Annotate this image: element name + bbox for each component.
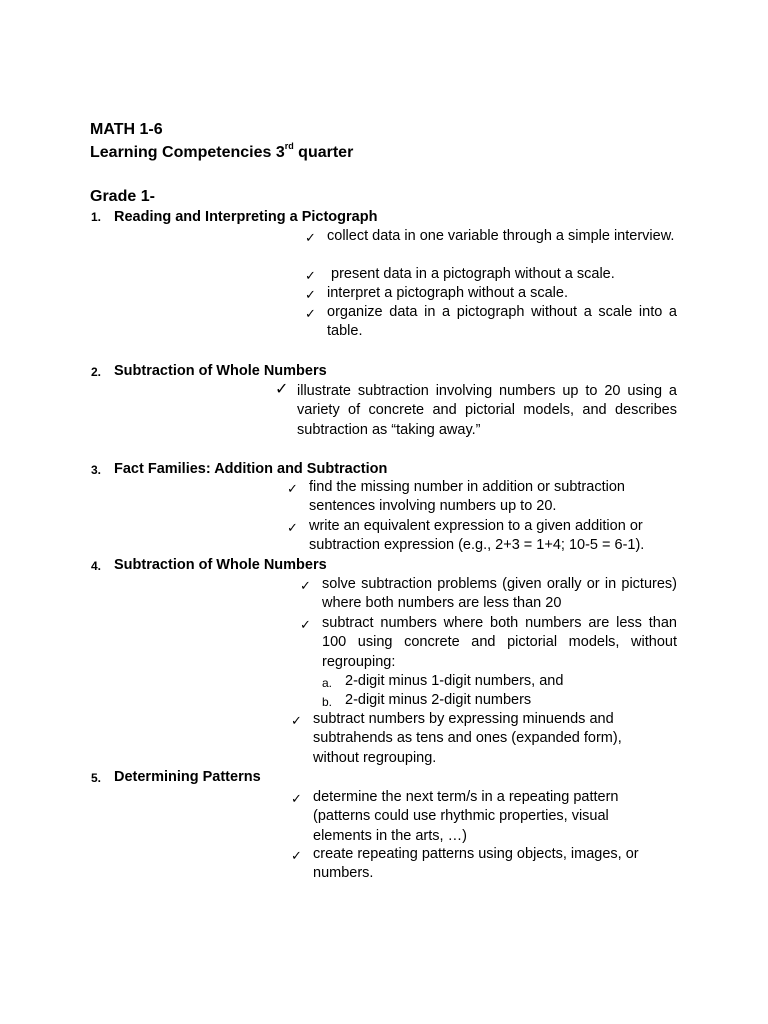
checkmark-icon: ✓ [291,848,302,863]
section-title: Subtraction of Whole Numbers [114,363,327,379]
subtitle-superscript: rd [284,140,294,151]
checkmark-icon: ✓ [275,381,289,398]
competency-item: illustrate subtraction involving numbers up to 20 using a variety of concrete and pictorial models, and describes subtraction as “taking away.” [297,383,677,438]
checkmark-icon: ✓ [300,617,311,632]
competency-item: solve subtraction problems (given orally or in pictures) where both numbers are less than 20 [322,576,677,612]
checkmark-icon: ✓ [287,520,298,535]
competency-item: subtract numbers by expressing minuends and subtrahends as tens and ones (expanded form), without regrouping. [313,711,622,766]
section-number: 5. [91,771,102,785]
section-number: 3. [91,463,102,477]
checkmark-icon: ✓ [305,230,316,245]
competency-item: determine the next term/s in a repeating pattern (patterns could use rhythmic properties, visual elements in the arts, …) [313,789,619,844]
section-number: 4. [91,559,102,573]
subtitle-end: quarter [293,144,354,161]
checkmark-icon: ✓ [287,481,298,496]
checkmark-icon: ✓ [291,713,302,728]
section-number: 1. [91,210,102,224]
checkmark-icon: ✓ [291,791,302,806]
section-title: Determining Patterns [114,769,261,785]
checkmark-icon: ✓ [300,578,311,593]
competency-item: present data in a pictograph without a scale. [327,266,615,282]
checkmark-icon: ✓ [305,268,316,283]
competency-item: create repeating patterns using objects, images, or numbers. [313,846,639,882]
competency-item: collect data in one variable through a simple interview. [327,228,675,244]
sub-item-letter: a. [322,676,333,690]
checkmark-icon: ✓ [305,287,316,302]
section-title: Fact Families: Addition and Subtraction [114,461,388,477]
checkmark-icon: ✓ [305,306,316,321]
competency-item: interpret a pictograph without a scale. [327,285,568,301]
competency-item: find the missing number in addition or subtraction sentences involving numbers up to 20. [309,479,625,515]
section-title: Reading and Interpreting a Pictograph [114,209,378,225]
competency-item: organize data in a pictograph without a scale into a table. [327,304,677,340]
sub-item: 2-digit minus 2-digit numbers [345,692,532,708]
competency-item: write an equivalent expression to a given addition or subtraction expression (e.g., 2+3 = 1+4; 10-5 = 6-1). [309,518,645,554]
section-number: 2. [91,365,102,379]
document-subtitle [90,140,354,163]
document-title: MATH 1-6 [90,121,163,138]
grade-heading: Grade 1- [90,188,155,205]
sub-item-letter: b. [322,695,333,709]
sub-item: 2-digit minus 1-digit numbers, and [345,673,564,689]
subtitle-main: Learning Competencies 3 [90,144,285,161]
section-title: Subtraction of Whole Numbers [114,557,327,573]
competency-item: subtract numbers where both numbers are less than 100 using concrete and pictorial models, without regrouping: [322,615,677,670]
